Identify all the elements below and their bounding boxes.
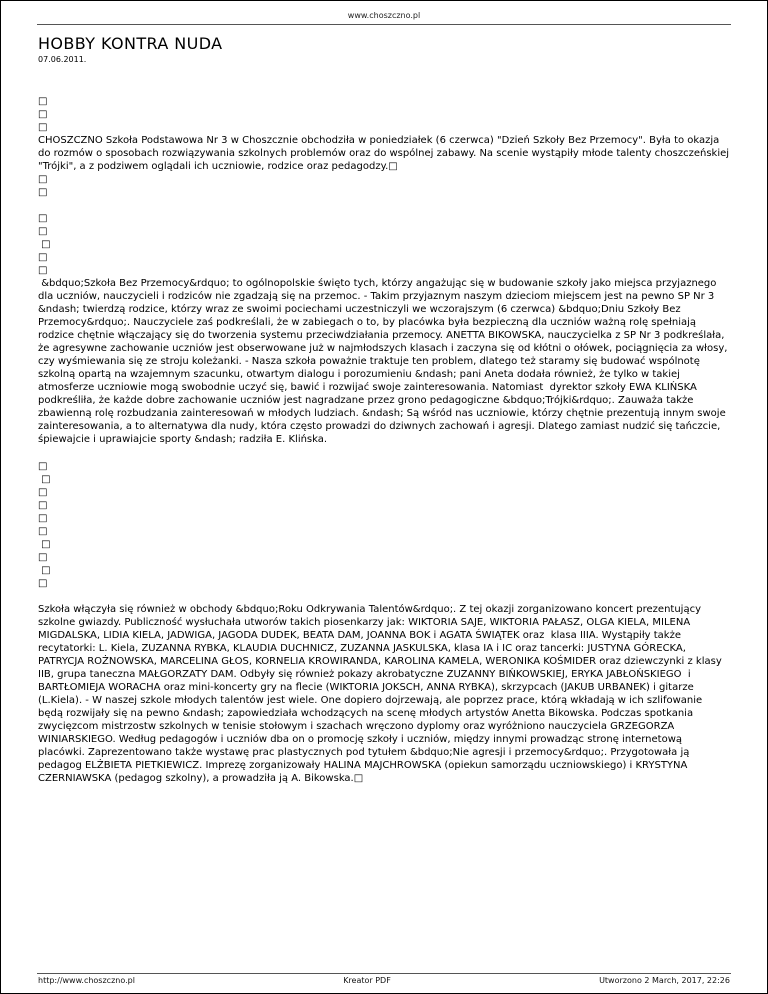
image-placeholder-icon: □ xyxy=(38,239,51,250)
image-placeholder-icon: □ xyxy=(38,578,48,589)
footer-generator: Kreator PDF xyxy=(343,976,391,985)
image-placeholder-group-3 xyxy=(38,460,730,590)
article-title: HOBBY KONTRA NUDA xyxy=(38,34,223,53)
article-paragraph-1: CHOSZCZNO Szkoła Podstawowa Nr 3 w Choszcznie obchodziła w poniedziałek (6 czerwca) "Dzień Szkoły Bez Przemocy". Była to okazja do rozmów o sposobach rozwiązywania szkolnych problemów oraz do wspólnej zabawy. Na scenie wystąpiły młode talenty choszczeńskiej "Trójki", a z podziwem oglądali ich uczniowie, rodzice oraz pedagodzy.□ xyxy=(38,135,733,172)
footer-divider xyxy=(37,973,731,974)
image-placeholder-icon: □ xyxy=(38,187,48,198)
header-site-url: www.choszczno.pl xyxy=(347,11,421,20)
article-date: 07.06.2011. xyxy=(38,55,87,64)
footer-source-url: http://www.choszczno.pl xyxy=(38,976,135,985)
image-placeholder-icon: □ xyxy=(38,96,48,107)
image-placeholder-icon: □ xyxy=(38,226,48,237)
image-placeholder-icon: □ xyxy=(38,265,48,276)
footer-row xyxy=(38,976,730,986)
image-placeholder-icon: □ xyxy=(38,109,48,120)
page-footer xyxy=(1,973,767,986)
image-placeholder-icon: □ xyxy=(38,500,48,511)
header-divider xyxy=(37,24,731,25)
image-placeholder-icon: □ xyxy=(38,122,48,133)
page-header xyxy=(1,1,767,25)
image-placeholder-icon: □ xyxy=(38,526,48,537)
image-placeholder-icon: □ xyxy=(38,474,51,485)
image-placeholder-icon xyxy=(38,199,730,212)
article-paragraph-3: Szkoła włączyła się również w obchody &bdquo;Roku Odkrywania Talentów&rdquo;. Z tej okazji zorganizowano koncert prezentujący szkolne gwiazdy. Publiczność wysłuchała utworów takich piosenkarzy jak: WIKTORIA SAJE, WIKTORIA PAŁASZ, OLGA KIELA, MILENA MIGDALSKA, LIDIA KIELA, JADWIGA, JAGODA DUDEK, BEATA DAM, JOANNA BOK i AGATA ŚWIĄTEK oraz klasa IIIA. Wystąpiły także recytatorki: L. Kiela, ZUZANNA RYBKA, KLAUDIA DUCHNICZ, ZUZANNA JASKULSKA, klasa IA i IC oraz tancerki: JUSTYNA GÓRECKA, PATRYCJA ROŻNOWSKA, MARCELINA GŁOS, KORNELIA KROWIRANDA, KAROLINA KAMELA, WERONIKA KOŚMIDER oraz dziewczynki z klasy IIB, grupa taneczna MAŁGORZATY DAM. Odbyły się również pokazy akrobatyczne ZUZANNY BIŃKOWSKIEJ, ERYKA JABŁOŃSKIEGO i BARTŁOMIEJA WORACHA oraz mini-koncerty gry na flecie (WIKTORIA JOKSCH, ANNA RYBKA), skrzypcach (JAKUB URBANEK) i gitarze (L.Kiela). - W naszej szkole młodych talentów jest wiele. One dopiero dojrzewają, ale poprzez prace, którą wkładają w ich szlifowanie będą rozwijały się na pewno &ndash; zapowiedziała wchodzących na scenę młodych artystów Anetta Bikowska. Podczas spotkania zwycięzcom mistrzostw szkolnych w tenisie stołowym i szachach wręczono dyplomy oraz wyróżniono nauczyciela GRZEGORZA WINIARSKIEGO. Według pedagogów i uczniów dba on o promocję szkoły i uczniów, między innymi prowadząc stronę internetową placówki. Zaprezentowano także wystawę prac plastycznych pod tytułem &bdquo;Nie agresji i przemocy&rdquo;. Przygotowała ją pedagog ELŻBIETA PIETKIEWICZ. Imprezę zorganizowały HALINA MAJCHROWSKA (opiekun samorządu uczniowskiego) i KRYSTYNA CZERNIAWSKA (pedagog szkolny), a prowadziła ją A. Bikowska.□ xyxy=(38,604,725,784)
image-placeholder-icon: □ xyxy=(38,487,48,498)
article-paragraph-2: &bdquo;Szkoła Bez Przemocy&rdquo; to ogólnopolskie święto tych, którzy angażując się w budowanie szkoły jako miejsca przyjaznego dla uczniów, nauczycieli i rodziców nie zgadzają się na przemoc. - Takim przyjaznym naszym dzieciom miejscem jest na pewno SP Nr 3 &ndash; twierdzą rodzice, którzy wraz ze swoimi pociechami uczestniczyli we wczorajszym (6 czerwca) &bdquo;Dniu Szkoły Bez Przemocy&rdquo;. Nauczyciele zaś podkreślali, że w zabiegach o to, by placówka była bezpieczną dla uczniów ważną rolę spełniają rodzice chętnie włączający się do tworzenia systemu przeciwdziałania przemocy. ANETTA BIKOWSKA, nauczycielka z SP Nr 3 podkreślała, że agresywne zachowanie uczniów jest obserwowane już w najmłodszych klasach i zaczyna się od kłótni o ołówek, pociągnięcia za włosy, czy wyśmiewania się ze stroju koleżanki. - Nasza szkoła poważnie traktuje ten problem, dlatego też staramy się budować wspólnotę szkolną opartą na wzajemnym szacunku, otwartym dialogu i porozumieniu &ndash; pani Aneta dodała również, że tylko w takiej atmosferze uczniowie mogą swobodnie uczyć się, bawić i rozwijać swoje zainteresowania. Natomiast dyrektor szkoły EWA KLIŃSKA podkreśliła, że każde dobre zachowanie uczniów jest nagradzane przez grono pedagogiczne &bdquo;Trójki&rdquo;. Zauważa także zbawienną rolę rozbudzania zainteresowań w młodych ludziach. &ndash; Są wśród nas uczniowie, którzy chętnie prezentują innym swoje zainteresowania, a to alternatywa dla nudy, która często prowadzi do dziwnych zachowań i agresji. Dlatego zamiast nudzić się tańczcie, śpiewajcie i uprawiajcie sporty &ndash; radziła E. Klińska. xyxy=(38,278,731,445)
image-placeholder-icon: □ xyxy=(38,252,48,263)
article xyxy=(1,34,767,785)
image-placeholder-icon: □ xyxy=(38,461,48,472)
image-placeholder-group-2 xyxy=(38,173,730,277)
image-placeholder-icon: □ xyxy=(38,174,48,185)
image-placeholder-icon: □ xyxy=(38,539,51,550)
footer-created-timestamp: Utworzono 2 March, 2017, 22:26 xyxy=(599,976,730,985)
image-placeholder-icon: □ xyxy=(38,565,51,576)
image-placeholder-icon: □ xyxy=(38,552,48,563)
image-placeholder-group-1 xyxy=(38,95,730,134)
image-placeholder-icon: □ xyxy=(38,213,48,224)
image-placeholder-icon: □ xyxy=(38,513,48,524)
